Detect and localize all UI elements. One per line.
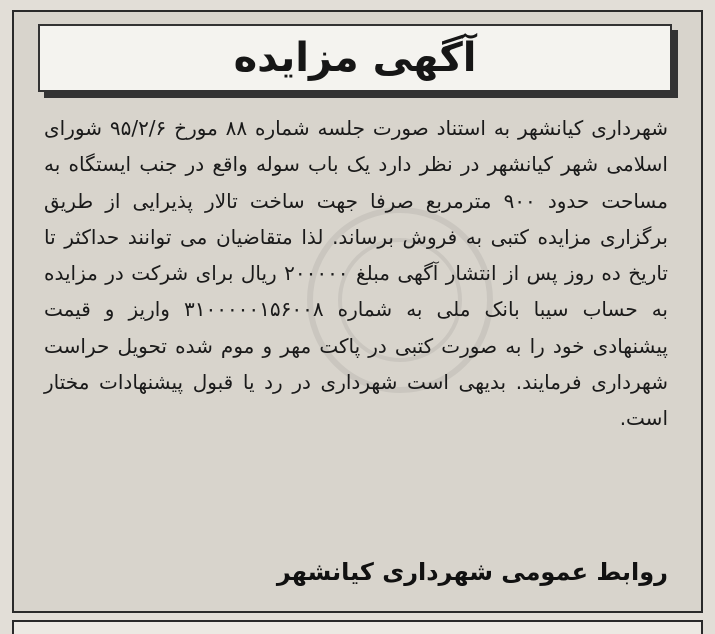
next-notice-border — [12, 620, 703, 634]
notice-signature: روابط عمومی شهرداری کیانشهر — [276, 558, 668, 586]
notice-title: آگهی مزایده — [233, 35, 477, 81]
title-box — [38, 24, 672, 92]
notice-body: شهرداری کیانشهر به استناد صورت جلسه شماره ۸۸ مورخ ۹۵/۲/۶ شورای اسلامی شهر کیانشهر در نظر دارد یک باب سوله واقع در جنب ایستگاه به مساحت حدود ۹۰۰ مترمربع صرفا جهت ساخت تالار پذیرایی از طریق برگزاری مزایده کتبی به فروش برساند. لذا متقاضیان می توانند حداکثر تا تاریخ ده روز پس از انتشار آگهی مبلغ ۲۰۰۰۰۰ ریال برای شرکت در مزایده به حساب سیبا بانک ملی به شماره ۳۱۰۰۰۰۰۱۵۶۰۰۸ واریز و قیمت پیشنهادی خود را به صورت کتبی در پاکت مهر و موم شده تحویل حراست شهرداری فرمایند. بدیهی است شهرداری در رد یا قبول پیشنهادات مختار است. — [44, 116, 668, 431]
